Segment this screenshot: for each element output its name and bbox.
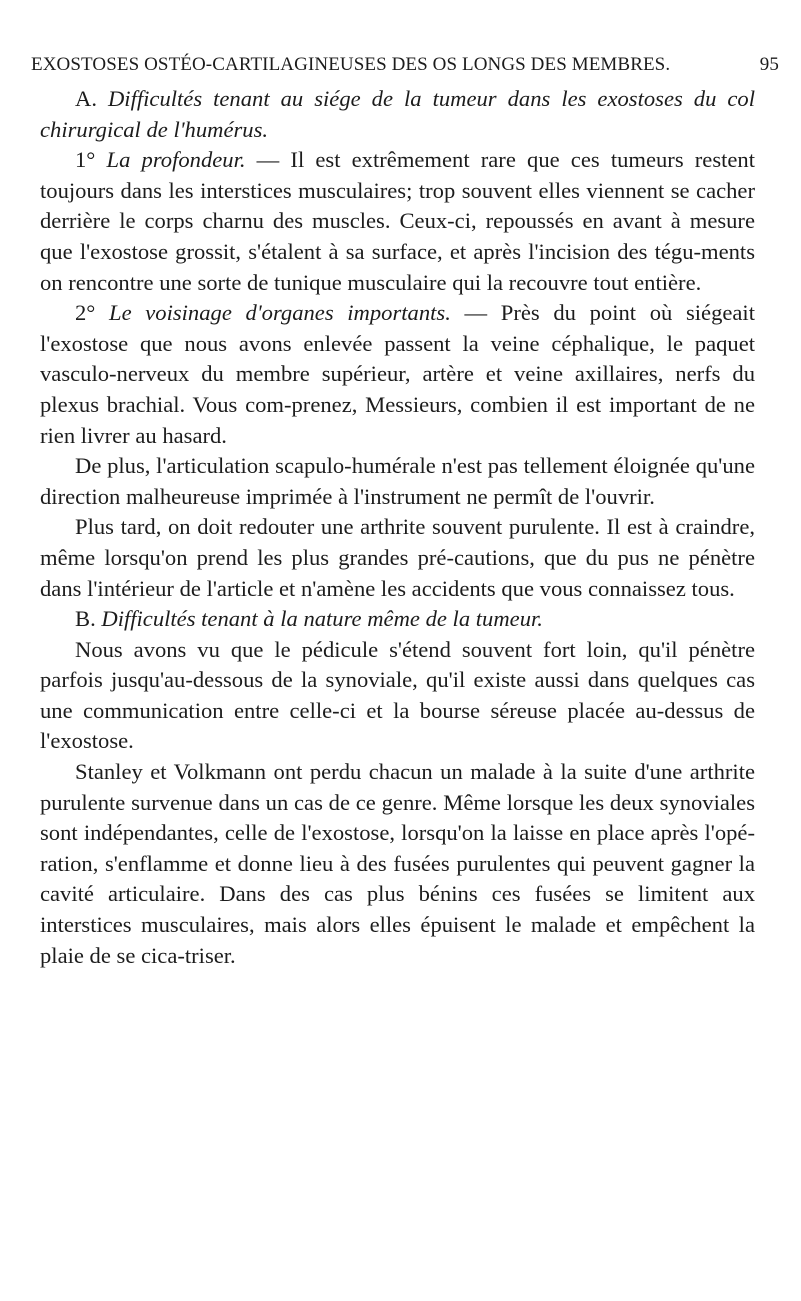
paragraph [40, 84, 755, 145]
page-number: 95 [759, 54, 779, 75]
section-heading: Difficultés tenant à la nature même de la tumeur. [101, 606, 543, 632]
section-marker: B. [75, 606, 102, 632]
paragraph-text: — Près du point où siégeait l'exostose que nous avons enlevée passent la veine céphalique, le paquet vasculo-nerveux du membre supérieur, artère et veine axillaires, nerfs du plexus brachial. Vous com-prenez, Messieurs, combien il est important de ne rien livrer au hasard. [40, 300, 755, 448]
item-number: 1° [75, 147, 107, 173]
paragraph-text: Stanley et Volkmann ont perdu chacun un malade à la suite d'une arthrite purulente survenue dans un cas de ce genre. Même lorsque les deux synoviales sont indépendantes, celle de l'exostose, lorsqu'on la laisse en place après l'opé-ration, s'enflamme et donne lieu à des fusées purulentes qui peuvent gagner la cavité articulaire. Dans des cas plus bénins ces fusées se limitent aux interstices musculaires, mais alors elles épuisent le malade et empêchent la plaie de se cica-triser. [40, 759, 755, 968]
paragraph [40, 757, 755, 971]
running-title: EXOSTOSES OSTÉO-CARTILAGINEUSES DES OS LONGS DES MEMBRES. [31, 54, 671, 75]
section-heading: Difficultés tenant au siége de la tumeur dans les exostoses du col chirurgical de l'humérus. [40, 86, 755, 142]
item-heading: Le voisinage d'organes importants. [109, 300, 451, 326]
paragraph [40, 451, 755, 512]
item-number: 2° [75, 300, 109, 326]
item-heading: La profondeur. [106, 147, 246, 173]
paragraph-text: Plus tard, on doit redouter une arthrite souvent purulente. Il est à craindre, même lorsqu'on prend les plus grandes pré-cautions, que du pus ne pénètre dans l'intérieur de l'article et n'amène les accidents que vous connaissez tous. [40, 514, 755, 601]
paragraph [40, 604, 755, 635]
paragraph [40, 635, 755, 757]
paragraph [40, 145, 755, 298]
paragraph-text: Nous avons vu que le pédicule s'étend souvent fort loin, qu'il pénètre parfois jusqu'au-dessous de la synoviale, qu'il existe aussi dans quelques cas une communication entre celle-ci et la bourse séreuse placée au-dessus de l'exostose. [40, 636, 755, 754]
paragraph-text: — Il est extrêmement rare que ces tumeurs restent toujours dans les interstices musculaires; trop souvent elles viennent se cacher derrière le corps charnu des muscles. Ceux-ci, repoussés en avant à mesure que l'exostose grossit, s'étalent à sa surface, et après l'incision des tégu-ments on rencontre une sorte de tunique musculaire qui la recouvre tout entière. [40, 147, 755, 295]
section-marker: A. [75, 86, 108, 111]
paragraph [40, 512, 755, 604]
paragraph [40, 298, 755, 451]
paragraph-text: De plus, l'articulation scapulo-humérale n'est pas tellement éloignée qu'une direction malheureuse imprimée à l'instrument ne permît de l'ouvrir. [40, 453, 755, 509]
body-text [40, 84, 755, 971]
